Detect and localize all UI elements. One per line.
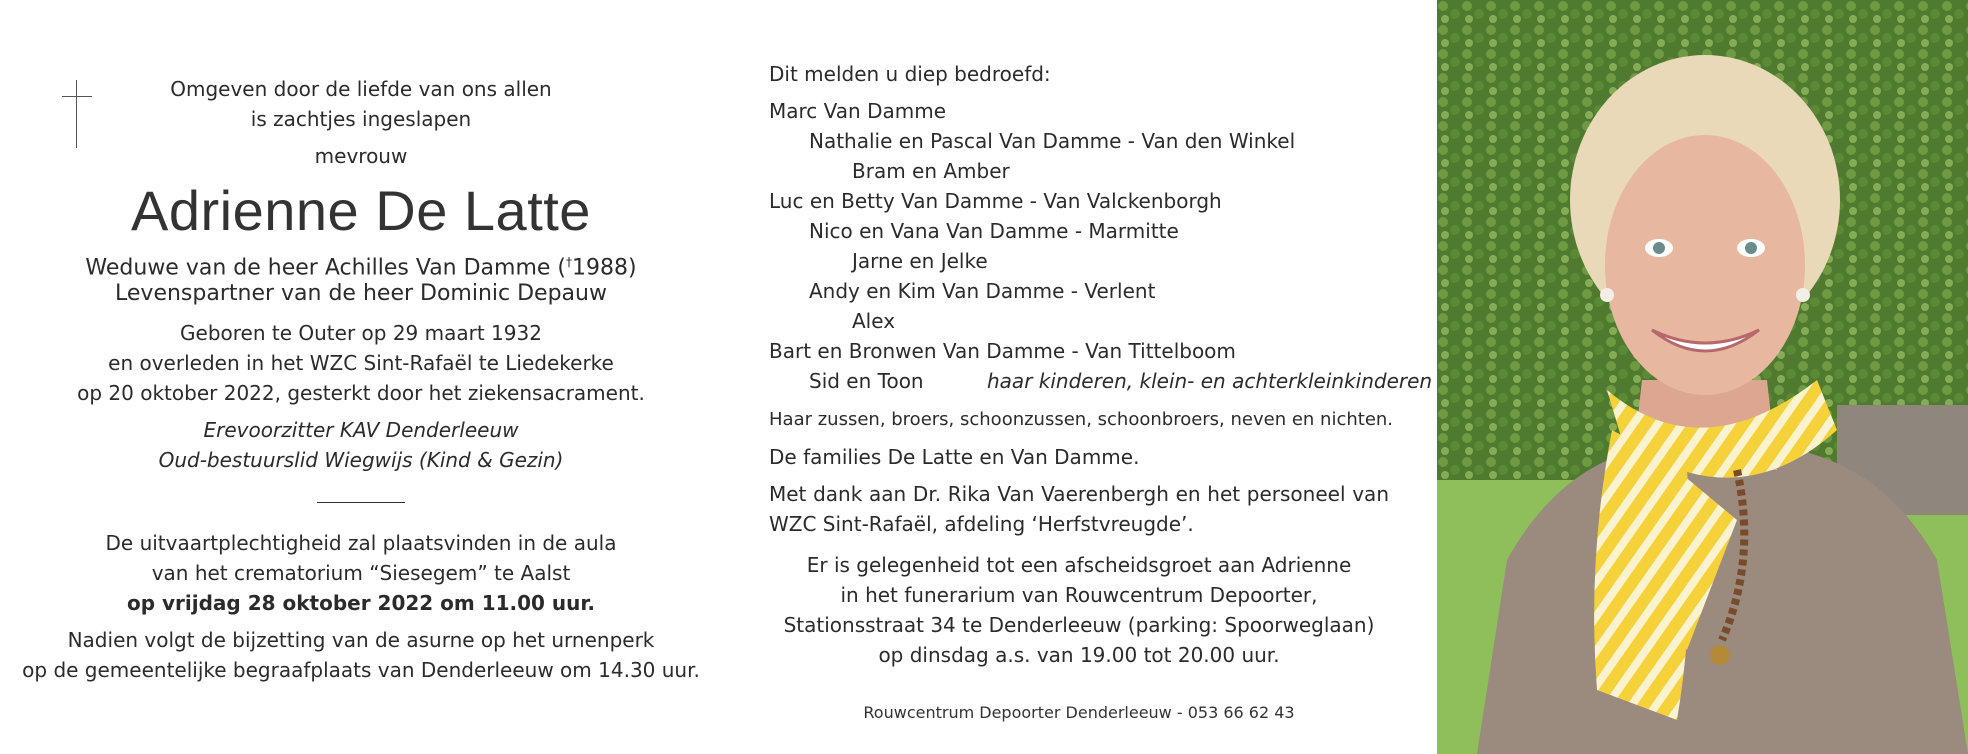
service-line-2: van het crematorium “Siesegem” te Aalst: [151, 561, 571, 585]
family-description: haar kinderen, klein- en achterkleinkinderen: [987, 369, 1433, 393]
family-member: Bart en Bronwen Van Damme - Van Tittelboom: [769, 339, 1236, 363]
thanks-line-1: Met dank aan Dr. Rika Van Vaerenbergh en het personeel van: [769, 482, 1389, 506]
farewell-line-1: Er is gelegenheid tot een afscheidsgroet aan Adrienne: [806, 553, 1352, 577]
role-line-1: Erevoorzitter KAV Denderleeuw: [203, 418, 519, 442]
divider: [317, 502, 405, 503]
role-line-2: Oud-bestuurslid Wiegwijs (Kind & Gezin): [158, 448, 564, 472]
burial-line-2: op de gemeentelijke begraafplaats van Denderleeuw om 14.30 uur.: [22, 658, 700, 682]
family-member: Alex: [852, 309, 896, 333]
announcement-left-column: [20, 0, 702, 754]
honorific: mevrouw: [314, 144, 408, 168]
families-line: De families De Latte en Van Damme.: [769, 445, 1140, 469]
family-member: Nico en Vana Van Damme - Marmitte: [809, 219, 1179, 243]
intro-line-1: Omgeven door de liefde van ons allen: [170, 77, 552, 101]
announcement-right-column: [769, 0, 1433, 754]
siblings-line: Haar zussen, broers, schoonzussen, schoonbroers, neven en nichten.: [769, 409, 1394, 430]
death-date-line: op 20 oktober 2022, gesterkt door het ziekensacrament.: [77, 381, 645, 405]
family-member: Nathalie en Pascal Van Damme - Van den Winkel: [809, 129, 1296, 153]
family-member: Marc Van Damme: [769, 99, 946, 123]
farewell-line-4: op dinsdag a.s. van 19.00 tot 20.00 uur.: [878, 643, 1280, 667]
announce-line: Dit melden u diep bedroefd:: [769, 62, 1051, 86]
farewell-line-3: Stationsstraat 34 te Denderleeuw (parking: Spoorweglaan): [783, 613, 1375, 637]
family-member: Luc en Betty Van Damme - Van Valckenborgh: [769, 189, 1222, 213]
farewell-line-2: in het funerarium van Rouwcentrum Depoorter,: [840, 583, 1318, 607]
partner-line: Levenspartner van de heer Dominic Depauw: [115, 281, 607, 306]
birth-line: Geboren te Outer op 29 maart 1932: [180, 321, 542, 345]
death-place-line: en overleden in het WZC Sint-Rafaël te Liedekerke: [108, 351, 614, 375]
family-member: Andy en Kim Van Damme - Verlent: [809, 279, 1156, 303]
portrait-photo: [1437, 0, 1968, 754]
family-member: Sid en Toon: [809, 369, 924, 393]
family-member: Jarne en Jelke: [852, 249, 988, 273]
family-member: Bram en Amber: [852, 159, 1010, 183]
deceased-name: Adrienne De Latte: [131, 179, 591, 242]
spouse-line: Weduwe van de heer Achilles Van Damme (†1988): [85, 255, 637, 281]
service-date: op vrijdag 28 oktober 2022 om 11.00 uur.: [126, 591, 596, 615]
funeral-home-contact: Rouwcentrum Depoorter Denderleeuw - 053 66 62 43: [863, 703, 1295, 722]
intro-line-2: is zachtjes ingeslapen: [250, 107, 472, 131]
thanks-line-2: WZC Sint-Rafaël, afdeling ‘Herfstvreugde’.: [769, 512, 1194, 536]
service-line-1: De uitvaartplechtigheid zal plaatsvinden in de aula: [105, 531, 617, 555]
burial-line-1: Nadien volgt de bijzetting van de asurne op het urnenperk: [67, 628, 655, 652]
